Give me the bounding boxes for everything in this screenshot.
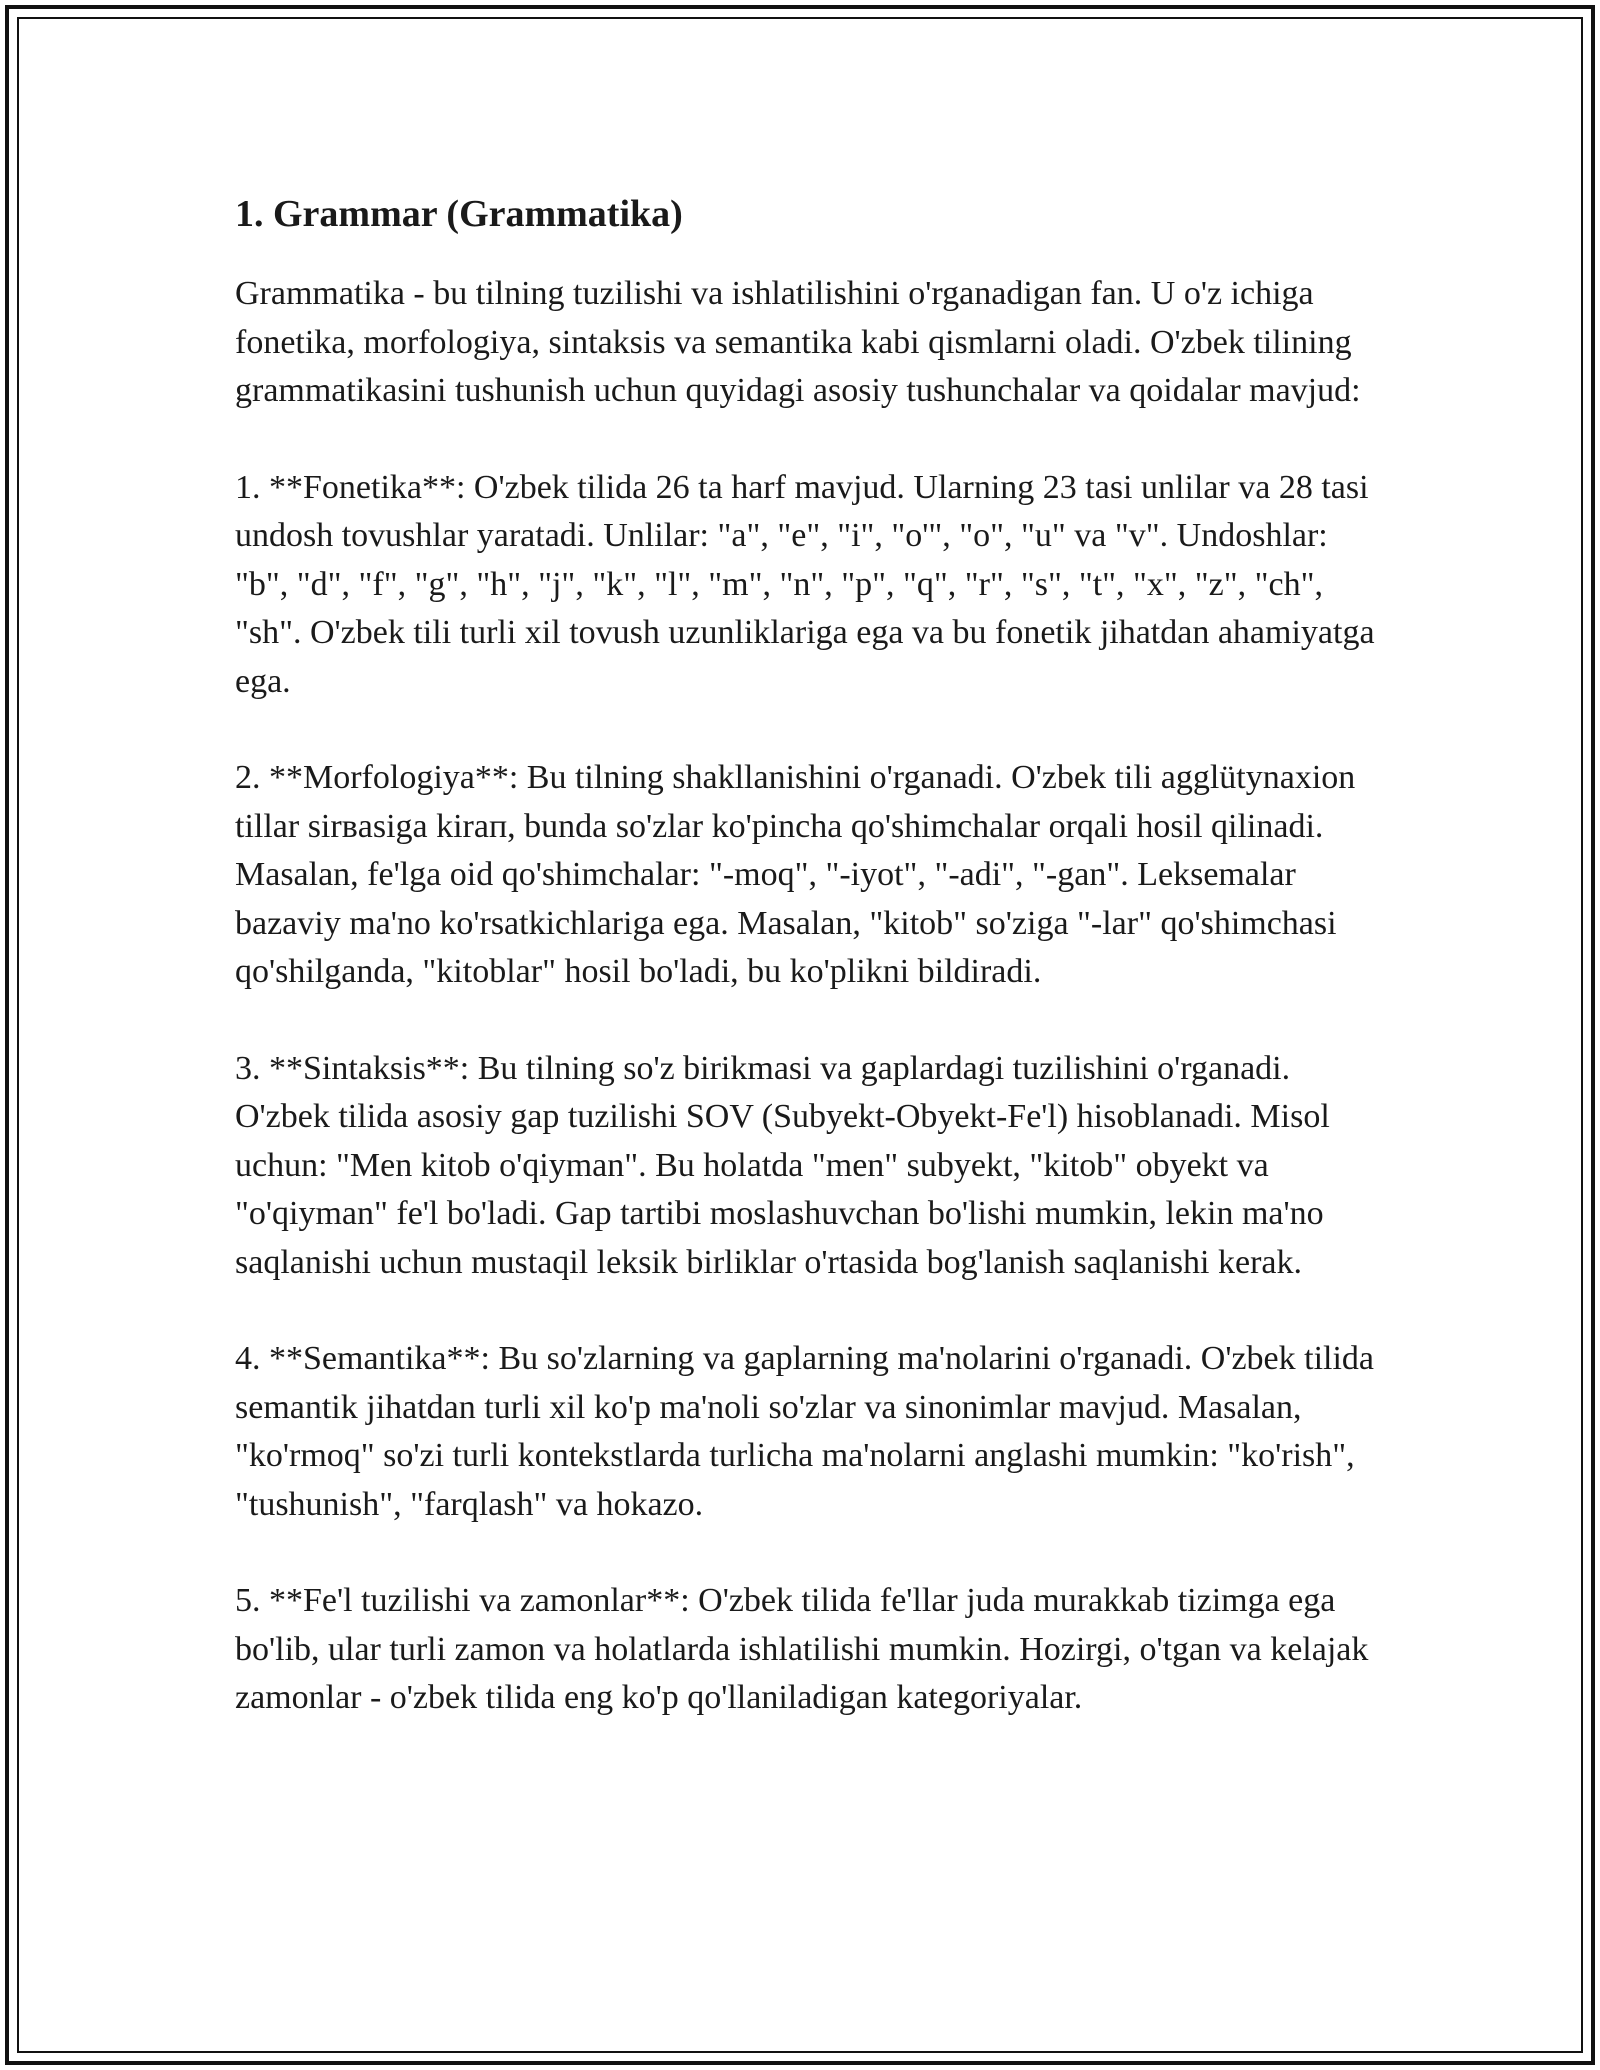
semantika-paragraph: 4. **Semantika**: Bu so'zlarning va gaplarning ma'nolarini o'rganadi. O'zbek tilida semantik jihatdan turli xil ko'p ma'noli so'zlar va sinonimlar mavjud. Masalan, "ko'rmoq" so'zi turli kontekstlarda turlicha ma'nolarni anglashi mumkin: "ko'rish", "tushunish", "farqlash" va hokazo. [235,1340,1374,1523]
morfologiya-paragraph: 2. **Morfologiya**: Bu tilning shakllanishini o'rganadi. O'zbek tili agglütynaxion tillar sirвasiga kiraп, bunda so'zlar ko'pincha qo'shimchalar orqali hosil qilinadi. Masalan, fe'lga oid qo'shimchalar: "-moq", "-iyot", "-adi", "-gan". Leksemalar bazaviy ma'no ko'rsatkichlariga ega. Masalan, "kitob" so'ziga "-lar" qo'shimchasi qo'shilganda, "kitoblar" hosil bo'ladi, bu ko'plikni bildiradi. [235,759,1356,990]
fonetika-paragraph: 1. **Fonetika**: O'zbek tilida 26 ta harf mavjud. Ularning 23 tasi unlilar va 28 tasi undosh tovushlar yaratadi. Unlilar: "a", "e", "i", "o'", "o", "u" va "v". Undoshlar: "b", "d", "f", "g", "h", "j", "k", "l", "m", "n", "p", "q", "r", "s", "t", "x", "z", "ch", "sh". O'zbek tili turli xil tovush uzunliklariga ega va bu fonetik jihatdan ahamiyatga ega. [235,468,1375,700]
fel-zamonlar-paragraph: 5. **Fe'l tuzilishi va zamonlar**: O'zbek tilida fe'llar juda murakkab tizimga ega bo'lib, ular turli zamon va holatlarda ishlatilishi mumkin. Hozirgi, o'tgan va kelajak zamonlar - o'zbek tilida eng ko'p qo'llaniladigan kategoriyalar. [235,1582,1369,1716]
intro-paragraph: Grammatika - bu tilning tuzilishi va ishlatilishini o'rganadigan fan. U o'z ichiga fonetika, morfologiya, sintaksis va semantika kabi qismlarni oladi. O'zbek tilining grammatikasini tushunish uchun quyidagi asosiy tushunchalar va qoidalar mavjud: [235,275,1361,409]
section-title: 1. Grammar (Grammatika) [235,193,683,235]
document-body [235,186,1375,1771]
sintaksis-paragraph: 3. **Sintaksis**: Bu tilning so'z birikmasi va gaplardagi tuzilishini o'rganadi. O'zbek tilida asosiy gap tuzilishi SOV (Subyekt-Obyekt-Fe'l) hisoblanadi. Misol uchun: "Men kitob o'qiyman". Bu holatda "men" subyekt, "kitob" obyekt va "o'qiyman" fe'l bo'ladi. Gap tartibi moslashuvchan bo'lishi mumkin, lekin ma'no saqlanishi uchun mustaqil leksik birliklar o'rtasida bog'lanish saqlanishi kerak. [235,1049,1330,1281]
